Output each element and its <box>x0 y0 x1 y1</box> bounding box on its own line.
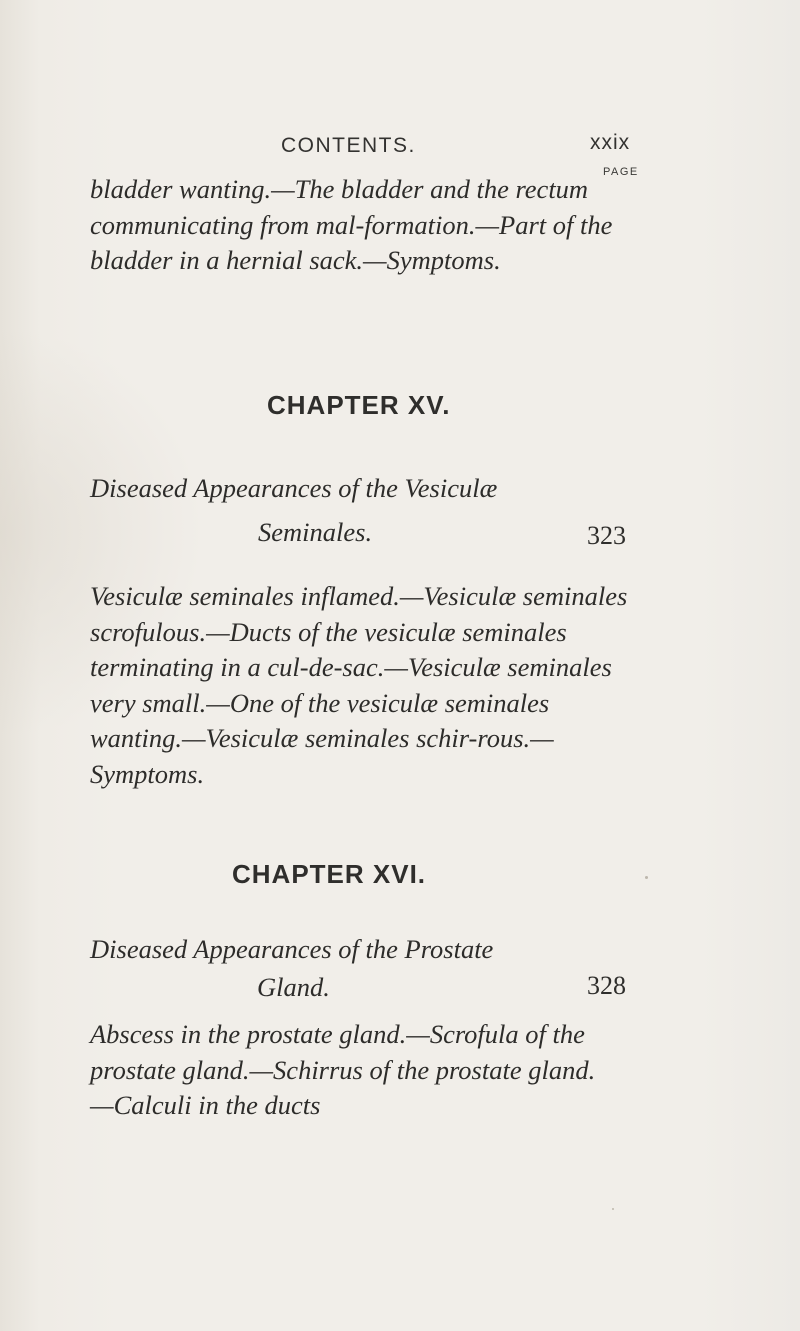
chapter-contents-entry: Abscess in the prostate gland.—Scrofula of the prostate gland.—Schirrus of the prostate gland.—Calculi in the ducts <box>90 1019 596 1120</box>
intro-contents-entry: bladder wanting.—The bladder and the rectum communicating from mal-formation.—Part of the bladder in a hernial sack.—Symptoms. <box>90 174 613 275</box>
chapter-title-line: Gland. <box>257 972 330 1002</box>
chapter-heading: CHAPTER XV. <box>267 390 451 420</box>
chapter-title-line: Seminales. <box>258 517 373 547</box>
folio-page-number: xxix <box>590 131 631 154</box>
page-column-label: PAGE <box>603 166 639 178</box>
chapter-heading: CHAPTER XVI. <box>232 859 427 889</box>
chapter-page-number: 328 <box>587 971 626 1000</box>
chapter-title-line: Diseased Appearances of the Prostate <box>90 934 494 964</box>
paper-speck <box>612 1208 614 1210</box>
chapter-page-number: 323 <box>587 521 626 550</box>
chapter-title-line: Diseased Appearances of the Vesiculæ <box>90 473 498 503</box>
running-head: CONTENTS. <box>281 134 416 157</box>
paper-speck <box>645 876 648 879</box>
chapter-contents-entry: Vesiculæ seminales inflamed.—Vesiculæ seminales scrofulous.—Ducts of the vesiculæ seminales terminating in a cul-de-sac.—Vesiculæ seminales very small.—One of the vesiculæ seminales wanting.—Vesiculæ seminales schir-rous.—Symptoms. <box>90 581 628 789</box>
